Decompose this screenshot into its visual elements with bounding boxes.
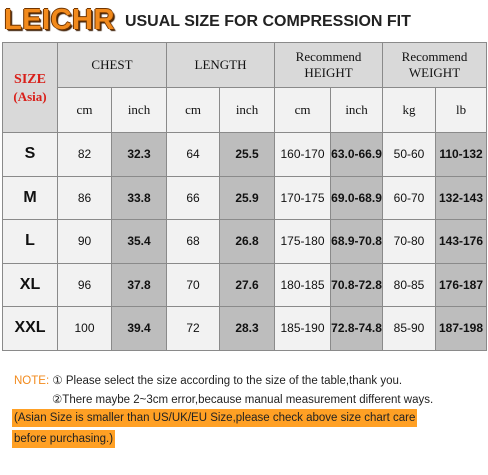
table-cell: 160-170 [275, 133, 331, 177]
table-cell: 100 [58, 307, 112, 351]
table-row [3, 220, 487, 264]
table-cell: 27.6 [220, 263, 275, 307]
size-chart-table [2, 42, 487, 351]
table-cell: 25.9 [220, 176, 275, 220]
table-cell: 110-132 [436, 133, 487, 177]
table-cell: 185-190 [275, 307, 331, 351]
size-header-cell [3, 43, 58, 133]
unit-cell: inch [220, 88, 275, 133]
unit-cell: cm [167, 88, 220, 133]
table-cell: 25.5 [220, 133, 275, 177]
table-cell: 70 [167, 263, 220, 307]
table-cell: 64 [167, 133, 220, 177]
size-label-cell: M [3, 176, 58, 220]
table-cell: 72.8-74.8 [331, 307, 383, 351]
unit-cell: inch [112, 88, 167, 133]
unit-cell: inch [331, 88, 383, 133]
unit-cell: lb [436, 88, 487, 133]
table-cell: 143-176 [436, 220, 487, 264]
note-text-1: ① Please select the size according to the size of the table,thank you. [52, 375, 403, 387]
note-line-2: ②There maybe 2~3cm error,because manual measurement different ways. [52, 394, 434, 406]
table-row [3, 133, 487, 177]
warning-line-1: (Asian Size is smaller than US/UK/EU Size,please check above size chart care [12, 409, 417, 427]
size-label-cell: S [3, 133, 58, 177]
table-cell: 90 [58, 220, 112, 264]
size-label-cell: XL [3, 263, 58, 307]
table-cell: 60-70 [383, 176, 436, 220]
table-cell: 68.9-70.8 [331, 220, 383, 264]
table-row [3, 307, 487, 351]
height-header-text: Recommend HEIGHT [295, 49, 362, 80]
size-sub-label: (Asia) [13, 88, 47, 104]
table-cell: 96 [58, 263, 112, 307]
weight-header [383, 43, 487, 88]
table-cell: 82 [58, 133, 112, 177]
chest-header: CHEST [58, 43, 167, 88]
table-cell: 86 [58, 176, 112, 220]
table-cell: 80-85 [383, 263, 436, 307]
table-cell: 37.8 [112, 263, 167, 307]
notes [14, 372, 480, 410]
table-cell: 70.8-72.8 [331, 263, 383, 307]
unit-cell: cm [275, 88, 331, 133]
table-cell: 33.8 [112, 176, 167, 220]
table-cell: 132-143 [436, 176, 487, 220]
header-row-units [3, 88, 487, 133]
header-row-groups [3, 43, 487, 88]
weight-header-text: Recommend WEIGHT [401, 49, 468, 80]
header [4, 2, 484, 38]
page-title: USUAL SIZE FOR COMPRESSION FIT [124, 13, 411, 30]
table-cell: 28.3 [220, 307, 275, 351]
height-header [275, 43, 383, 88]
table-cell: 68 [167, 220, 220, 264]
table-cell: 175-180 [275, 220, 331, 264]
brand-logo: LEICHR [4, 3, 115, 36]
table-cell: 85-90 [383, 307, 436, 351]
table-cell: 66 [167, 176, 220, 220]
warning-line-2: before purchasing.) [12, 430, 115, 448]
table-cell: 170-175 [275, 176, 331, 220]
table-row [3, 263, 487, 307]
size-label: SIZE [14, 71, 46, 87]
size-label-cell: XXL [3, 307, 58, 351]
unit-cell: cm [58, 88, 112, 133]
unit-cell: kg [383, 88, 436, 133]
note-label: NOTE: [14, 375, 50, 387]
table-cell: 176-187 [436, 263, 487, 307]
table-cell: 72 [167, 307, 220, 351]
table-cell: 187-198 [436, 307, 487, 351]
table-cell: 63.0-66.9 [331, 133, 383, 177]
note-line-1 [14, 372, 480, 391]
length-header: LENGTH [167, 43, 275, 88]
table-cell: 39.4 [112, 307, 167, 351]
table-row [3, 176, 487, 220]
table-cell: 35.4 [112, 220, 167, 264]
table-cell: 26.8 [220, 220, 275, 264]
table-cell: 32.3 [112, 133, 167, 177]
table-cell: 70-80 [383, 220, 436, 264]
size-rows [3, 133, 487, 351]
asian-size-warning [12, 409, 482, 448]
size-label-cell: L [3, 220, 58, 264]
table-cell: 50-60 [383, 133, 436, 177]
table-cell: 180-185 [275, 263, 331, 307]
table-cell: 69.0-68.9 [331, 176, 383, 220]
